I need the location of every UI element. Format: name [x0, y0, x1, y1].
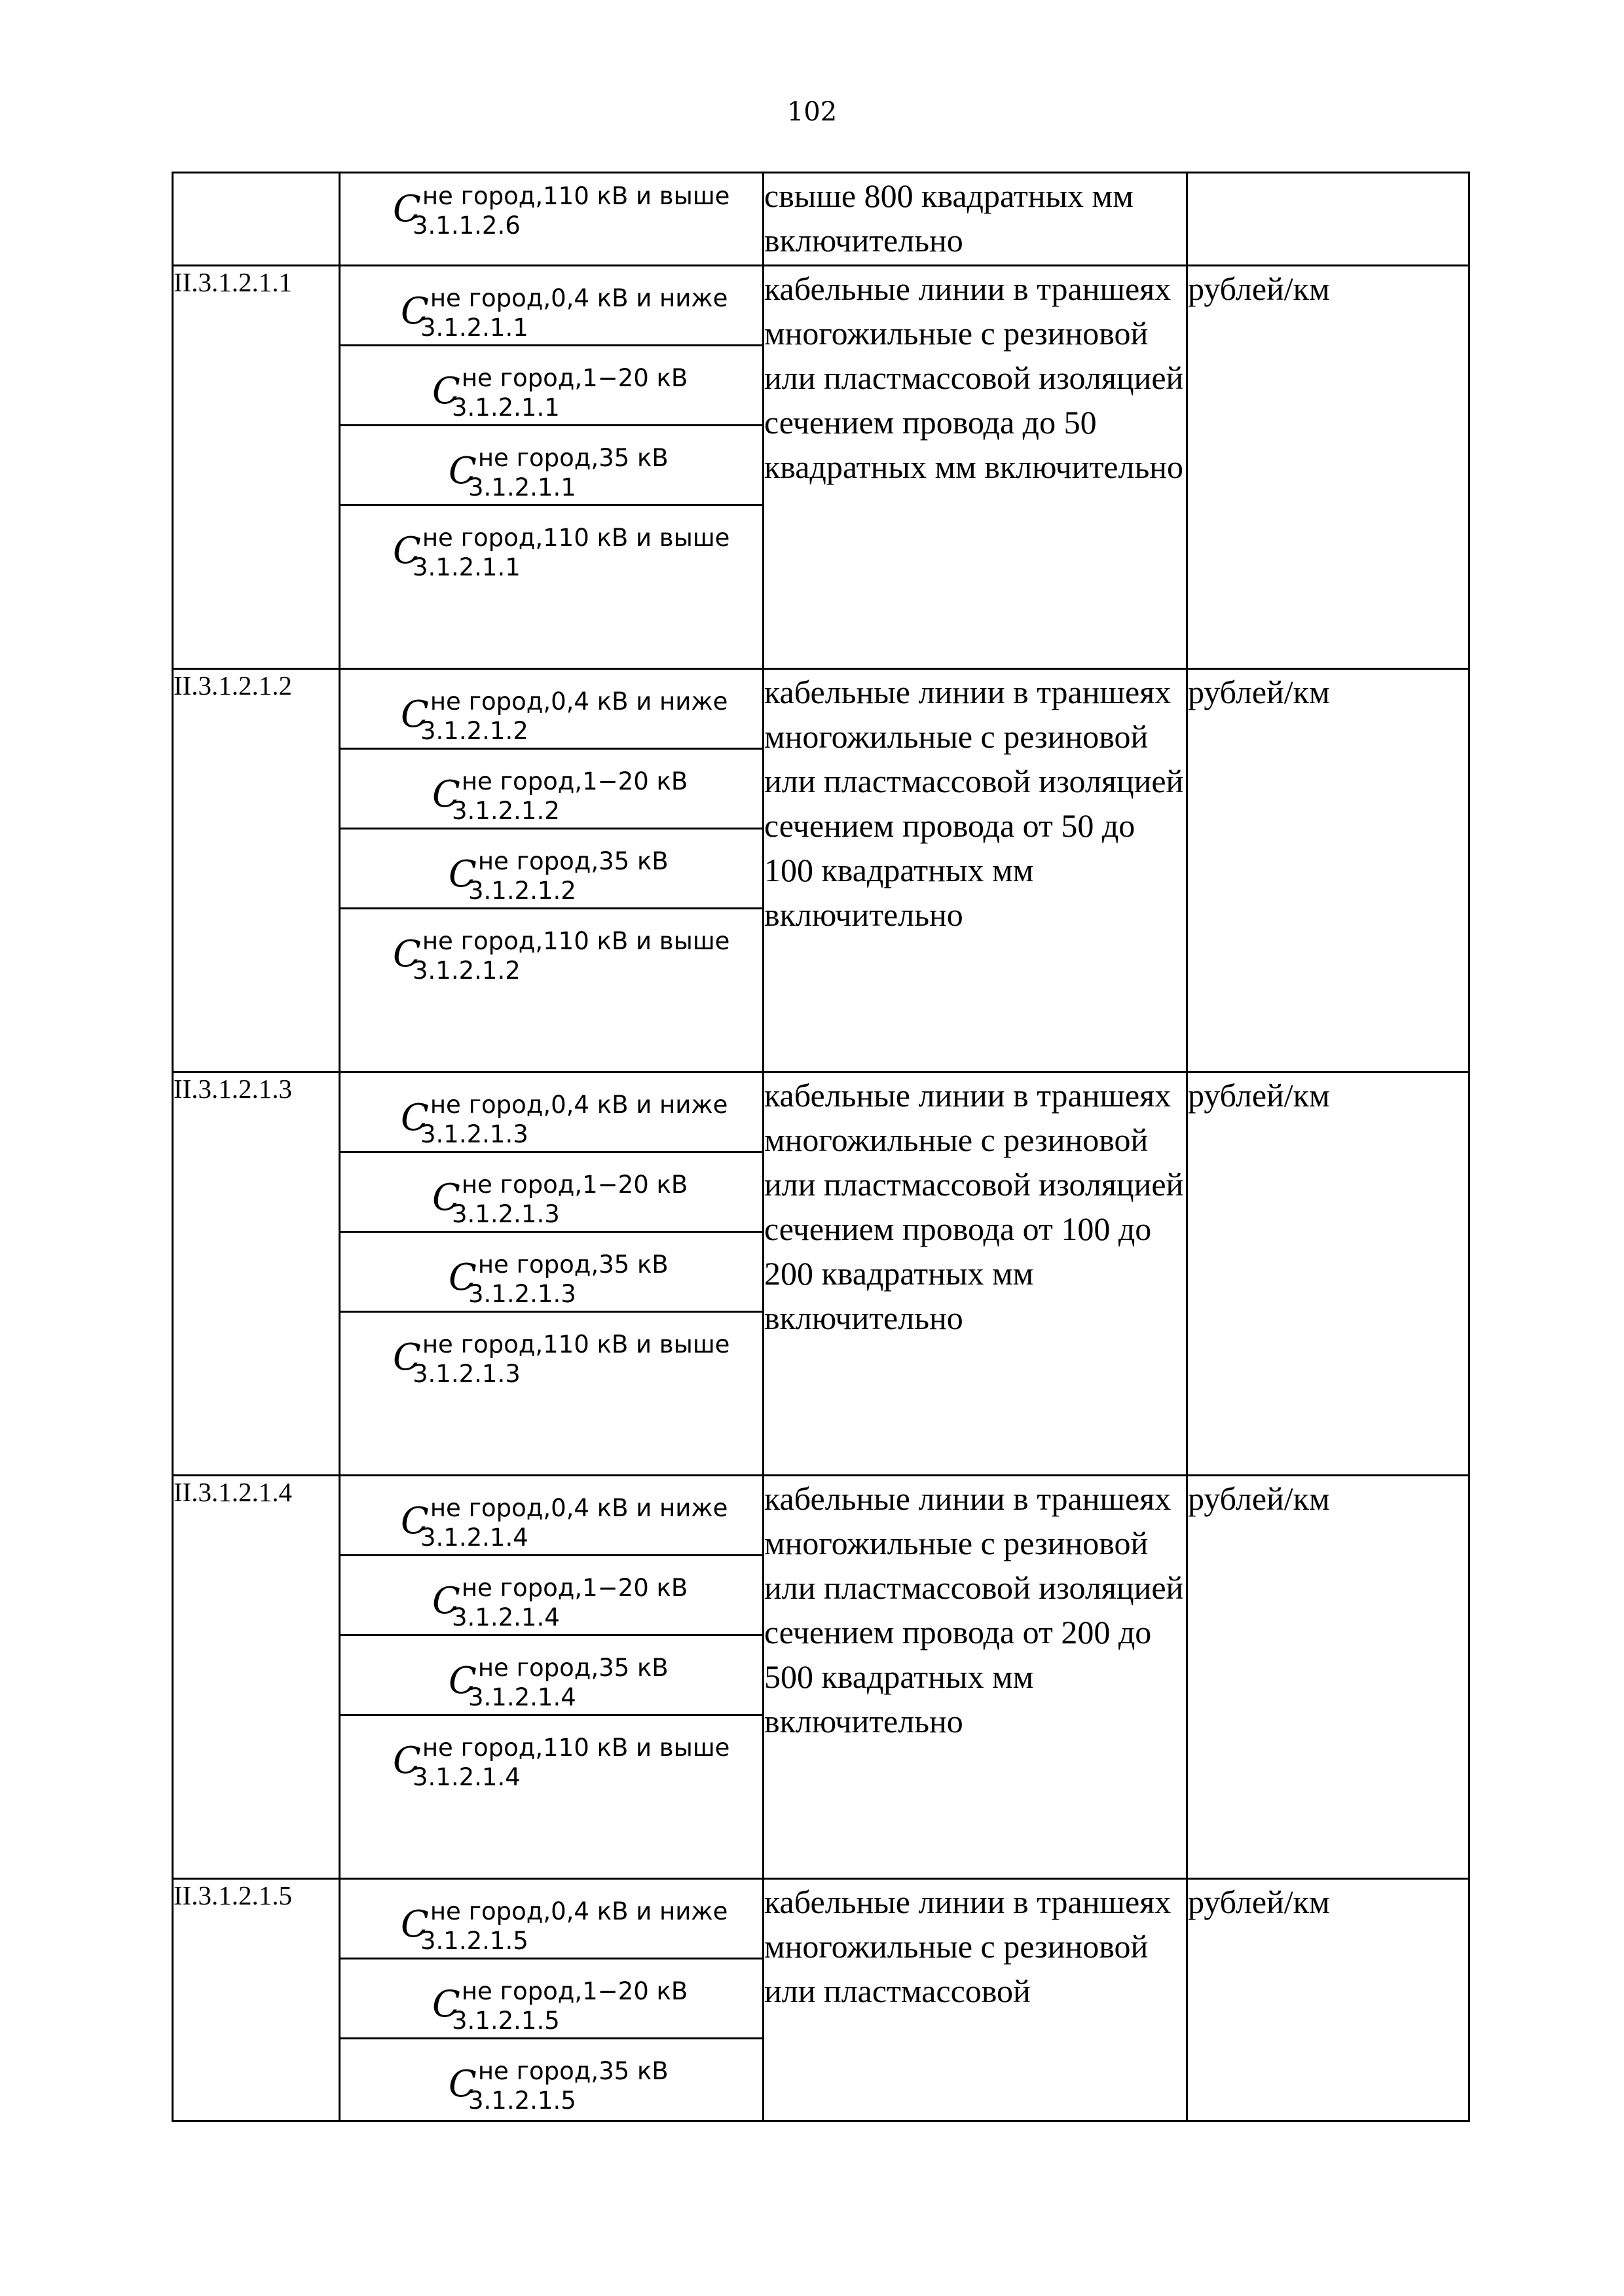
description-cell: кабельные линии в траншеях многожильные с резиновой или пластмассовой изоляцией сечением провода от 200 до 500 квадратных мм включительно — [764, 1476, 1187, 1879]
formula-cell — [340, 669, 764, 1072]
formula: Cне город,110 кВ и выше 3.1.2.1.2 — [393, 927, 730, 985]
formula-cell — [340, 173, 764, 266]
formula: Cне город,110 кВ и выше 3.1.1.2.6 — [393, 182, 730, 240]
formula: Cне город,0,4 кВ и ниже 3.1.2.1.4 — [341, 1476, 762, 1556]
formula: Cне город,1−20 кВ 3.1.2.1.4 — [341, 1556, 762, 1636]
description-cell: кабельные линии в траншеях многожильные с резиновой или пластмассовой изоляцией сечением провода до 50 квадратных мм включительно — [764, 266, 1187, 669]
code-cell: II.3.1.2.1.2 — [173, 669, 340, 1072]
formula: Cне город,1−20 кВ 3.1.2.1.3 — [341, 1153, 762, 1233]
formula: Cне город,35 кВ 3.1.2.1.1 — [341, 426, 762, 506]
formula: Cне город,110 кВ и выше 3.1.2.1.4 — [393, 1734, 730, 1791]
table-row — [173, 266, 1469, 669]
code-cell: II.3.1.2.1.3 — [173, 1072, 340, 1476]
unit-cell: рублей/км — [1187, 1879, 1469, 2121]
table-row — [173, 1476, 1469, 1879]
formula: Cне город,35 кВ 3.1.2.1.3 — [341, 1233, 762, 1313]
formula-cell — [340, 1476, 764, 1879]
table-row — [173, 1879, 1469, 2121]
formula: Cне город,1−20 кВ 3.1.2.1.5 — [341, 1959, 762, 2039]
formula: Cне город,35 кВ 3.1.2.1.2 — [341, 829, 762, 909]
code-cell: II.3.1.2.1.5 — [173, 1879, 340, 2121]
table-row — [173, 173, 1469, 266]
unit-cell — [1187, 173, 1469, 266]
unit-cell: рублей/км — [1187, 1476, 1469, 1879]
code-cell — [173, 173, 340, 266]
formula: Cне город,1−20 кВ 3.1.2.1.2 — [341, 750, 762, 829]
formula-cell — [340, 266, 764, 669]
table-row — [173, 669, 1469, 1072]
formula: Cне город,110 кВ и выше 3.1.2.1.3 — [393, 1330, 730, 1388]
formula: Cне город,0,4 кВ и ниже 3.1.2.1.1 — [341, 266, 762, 346]
formula: Cне город,35 кВ 3.1.2.1.4 — [341, 1636, 762, 1716]
code-cell: II.3.1.2.1.1 — [173, 266, 340, 669]
formula: Cне город,0,4 кВ и ниже 3.1.2.1.3 — [341, 1073, 762, 1153]
unit-cell: рублей/км — [1187, 669, 1469, 1072]
formula: Cне город,110 кВ и выше 3.1.2.1.1 — [393, 524, 730, 581]
formula: Cне город,1−20 кВ 3.1.2.1.1 — [341, 346, 762, 426]
formula: Cне город,35 кВ 3.1.2.1.5 — [449, 2057, 669, 2115]
unit-cell: рублей/км — [1187, 1072, 1469, 1476]
page-number: 102 — [786, 97, 838, 127]
table-row — [173, 1072, 1469, 1476]
formula: Cне город,0,4 кВ и ниже 3.1.2.1.2 — [341, 670, 762, 750]
description-cell: кабельные линии в траншеях многожильные с резиновой или пластмассовой изоляцией сечением провода от 100 до 200 квадратных мм включительно — [764, 1072, 1187, 1476]
tariff-table — [172, 172, 1470, 2122]
description-cell: свыше 800 квадратных мм включительно — [764, 173, 1187, 266]
code-cell: II.3.1.2.1.4 — [173, 1476, 340, 1879]
formula-cell — [340, 1879, 764, 2121]
description-cell: кабельные линии в траншеях многожильные с резиновой или пластмассовой — [764, 1879, 1187, 2121]
formula-cell — [340, 1072, 764, 1476]
formula: Cне город,0,4 кВ и ниже 3.1.2.1.5 — [341, 1880, 762, 1959]
unit-cell: рублей/км — [1187, 266, 1469, 669]
description-cell: кабельные линии в траншеях многожильные с резиновой или пластмассовой изоляцией сечением провода от 50 до 100 квадратных мм включительно — [764, 669, 1187, 1072]
